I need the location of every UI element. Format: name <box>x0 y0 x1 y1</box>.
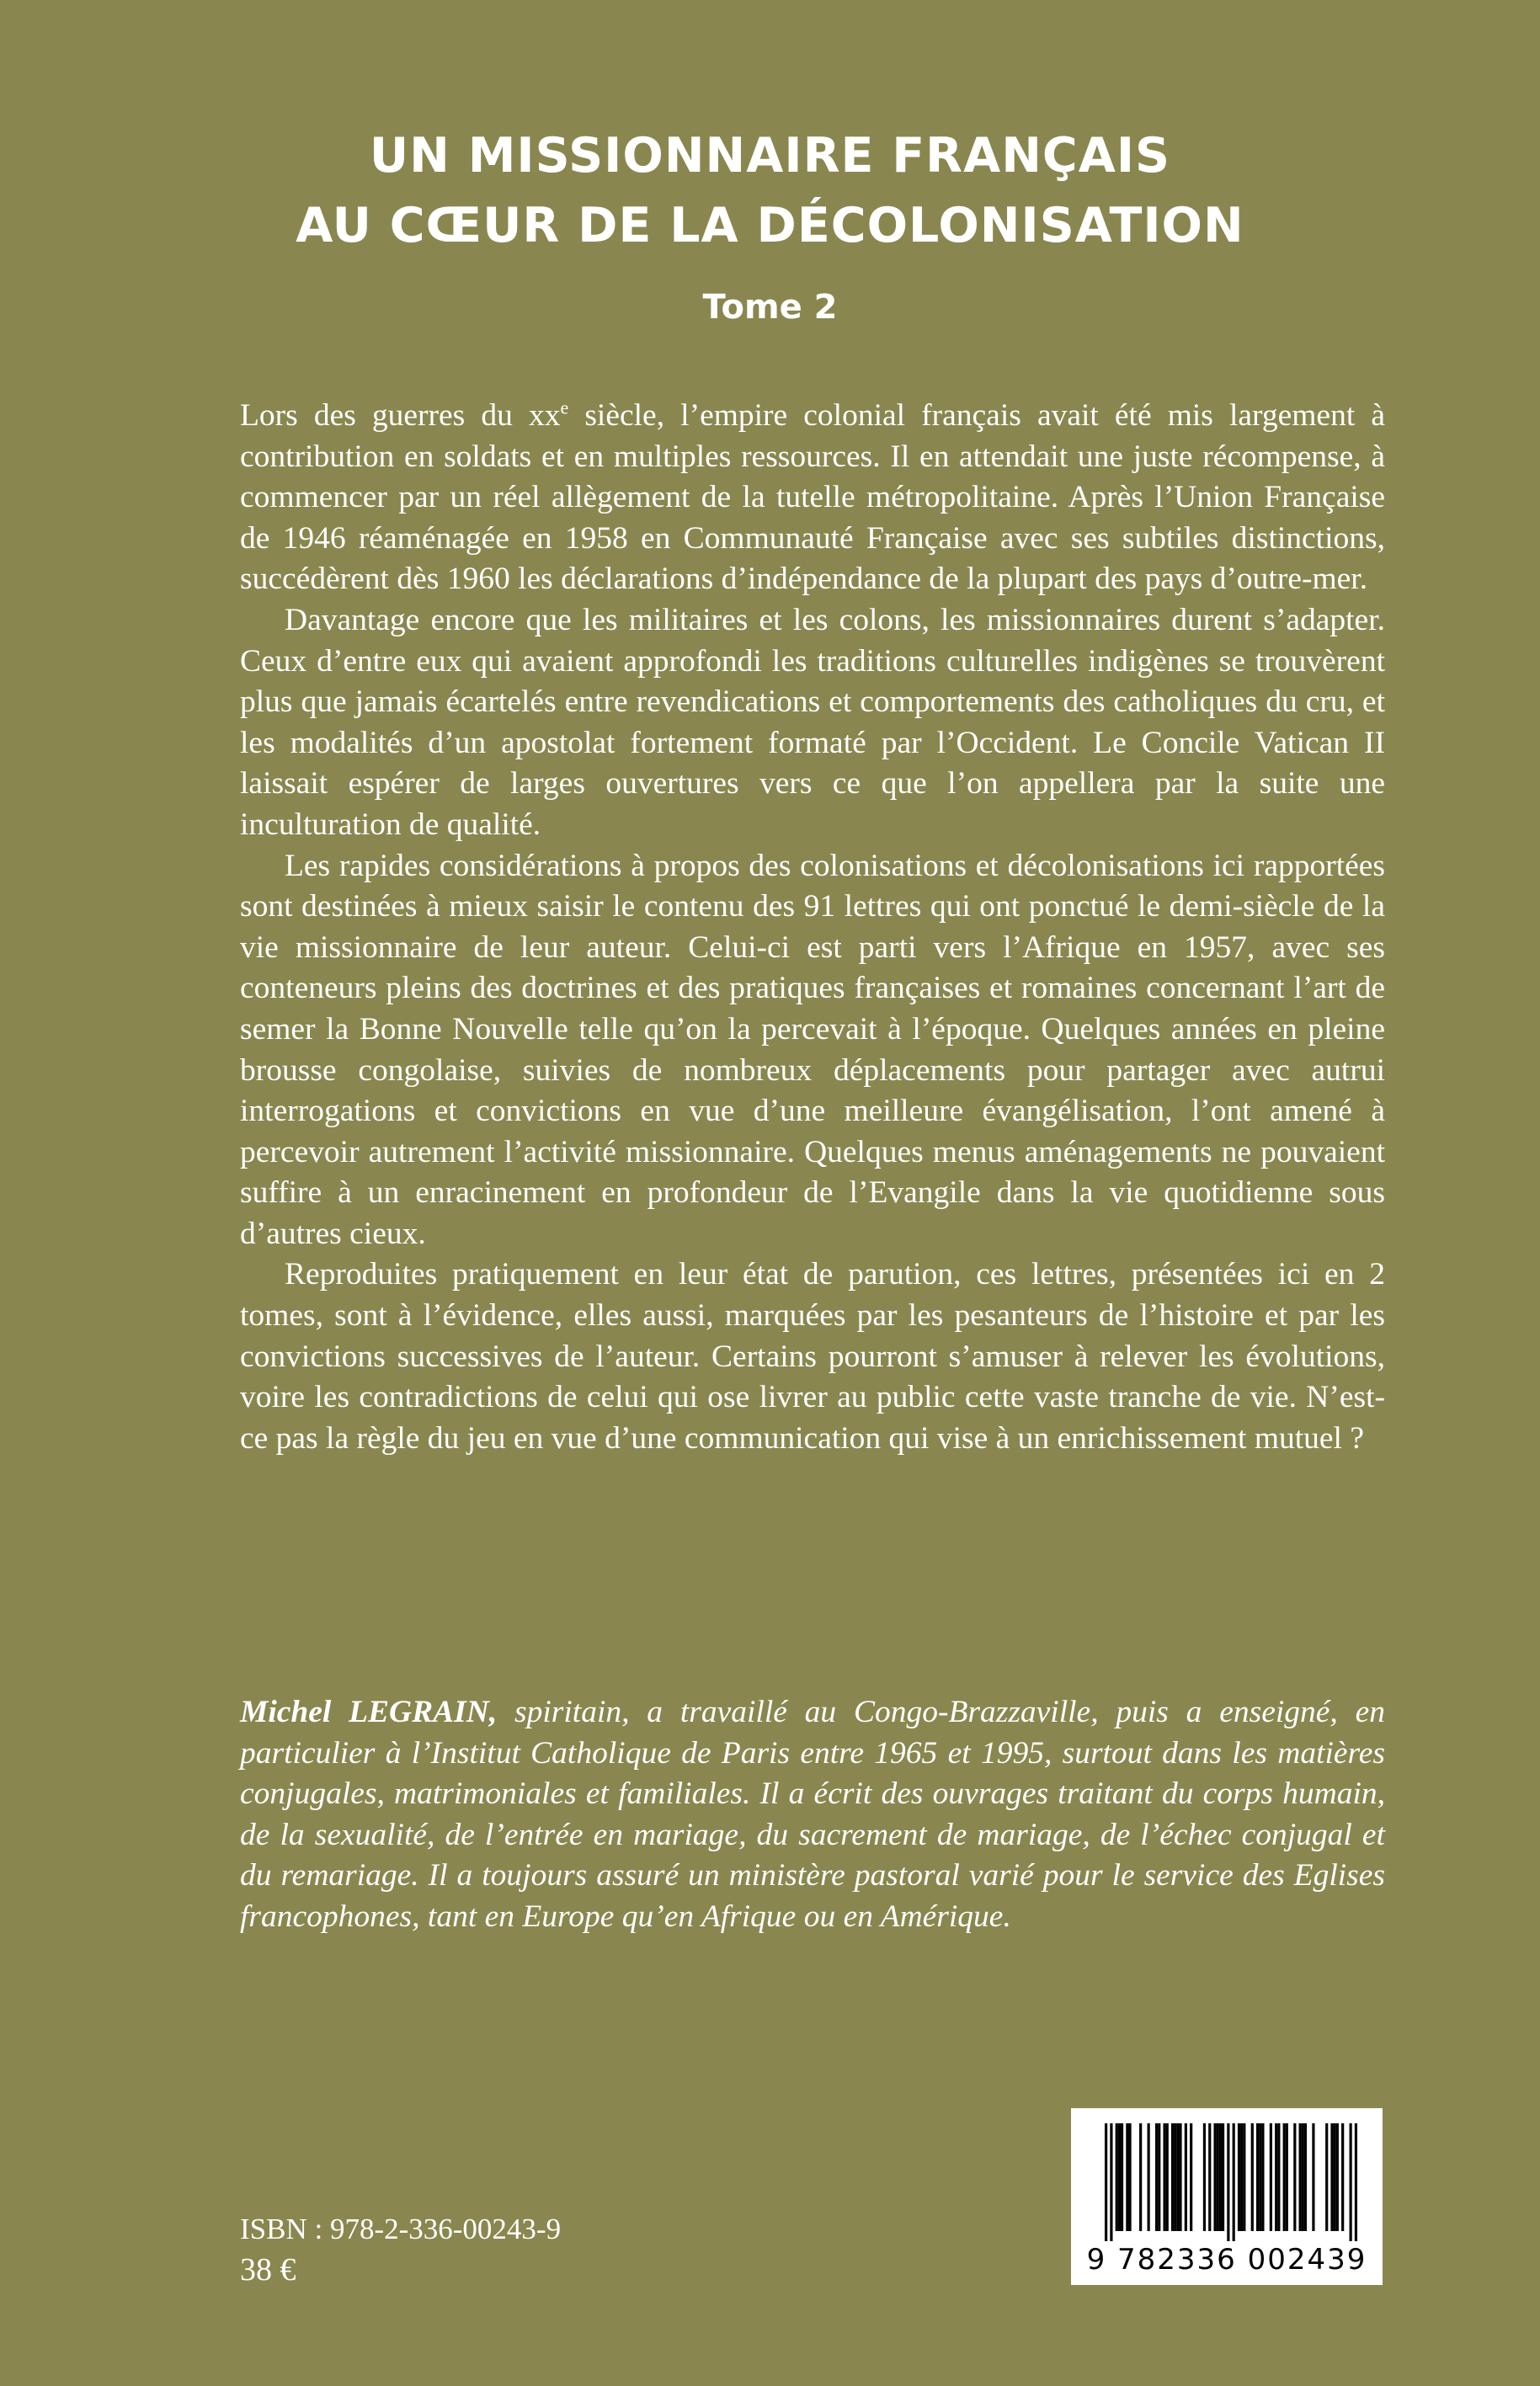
price-label: 38 € <box>240 2252 296 2287</box>
barcode-bar <box>1185 2123 1187 2231</box>
barcode-bar <box>1243 2123 1245 2231</box>
barcode-bar <box>1219 2123 1222 2231</box>
barcode-bar <box>1259 2123 1261 2231</box>
barcode-bar <box>1312 2123 1314 2231</box>
barcode-bars <box>1105 2123 1357 2241</box>
barcode-bar <box>1238 2123 1240 2231</box>
barcode-bar <box>1166 2123 1169 2231</box>
barcode-bar <box>1256 2123 1259 2231</box>
isbn-label: ISBN : 978-2-336-00243-9 <box>240 2213 562 2245</box>
barcode-bar <box>1139 2123 1142 2231</box>
title-line-2: AU CŒUR DE LA DÉCOLONISATION <box>296 198 1244 253</box>
barcode-bar <box>1179 2123 1181 2231</box>
barcode-bar <box>1350 2123 1352 2241</box>
barcode-bar <box>1158 2123 1160 2231</box>
title-line-1: UN MISSIONNAIRE FRANÇAIS <box>369 128 1171 184</box>
barcode-bar <box>1128 2123 1131 2231</box>
barcode-bar <box>1126 2123 1128 2231</box>
barcode-bar <box>1190 2123 1192 2231</box>
barcode-bar <box>1261 2123 1264 2231</box>
barcode-bar <box>1270 2123 1272 2231</box>
barcode-bar <box>1163 2123 1165 2231</box>
barcode-bar <box>1286 2123 1288 2231</box>
barcode-bar <box>1213 2123 1216 2231</box>
barcode-bar <box>1227 2123 1229 2241</box>
barcode-bar <box>1148 2123 1150 2231</box>
barcode-bar <box>1302 2123 1304 2231</box>
barcode-bar <box>1208 2123 1211 2231</box>
barcode-bar <box>1233 2123 1235 2241</box>
barcode-bar <box>1116 2123 1118 2231</box>
barcode-bar <box>1118 2123 1121 2231</box>
barcode-bar <box>1330 2123 1333 2231</box>
barcode-bar <box>1336 2123 1339 2231</box>
author-bio <box>240 1692 1385 1938</box>
barcode-bar <box>1283 2123 1286 2231</box>
blurb-paragraph-3: Les rapides considérations à propos des colonisations et décolonisations ici rapportées sont destinées à mieux saisir le contenu des 91 lettres qui ont ponctué le demi-siècle de la vie missionnaire de leur auteur. Celui-ci est parti vers l’Afrique en 1957, avec ses conteneurs pleins des doctrines et des pratiques françaises et romaines concernant l’art de semer la Bonne Nouvelle telle qu’on la percevait à l’époque. Quelques années en pleine brousse congolaise, suivies de nombreux déplacements pour partager avec autrui interrogations et convictions en vue d’une meilleure évangélisation, l’ont amené à percevoir autrement l’activité missionnaire. Quelques menus aménagements ne pouvaient suffire à un enracinement en profondeur de l’Evangile dans la vie quotidienne sous d’autres cieux. <box>240 848 1385 1251</box>
barcode-bar <box>1277 2123 1280 2231</box>
barcode-bar <box>1275 2123 1277 2231</box>
century-superscript: e <box>560 397 569 418</box>
barcode-bar <box>1203 2123 1206 2231</box>
barcode-bar <box>1355 2123 1357 2241</box>
blurb-p1-rest: siècle, l’empire colonial français avait été mis largement à contribution en soldats et en multiples ressources. Il en attendait une juste récompense, à commencer par un réel allègement de la tutelle métropolitaine. Après l’Union Française de 1946 réaménagée en 1958 en Communauté Française avec ses subtiles distinctions, succédèrent dès 1960 les déclarations d’indépendance de la plupart des pays d’outre-mer. <box>240 398 1385 597</box>
blurb-paragraph-2: Davantage encore que les militaires et les colons, les missionnaires durent s’adapter. Ceux d’entre eux qui avaient approfondi les traditions culturelles indigènes se trouvèrent plus que jamais écartelés entre revendications et comportements des catholiques du cru, et les modalités d’un apostolat fortement formaté par l’Occident. Le Concile Vatican II laissait espérer de larges ouvertures vers ce que l’on appellera par la suite une inculturation de qualité. <box>240 602 1385 842</box>
barcode-bar <box>1105 2123 1107 2241</box>
barcode-digits: 9 782336 002439 <box>1086 2243 1367 2277</box>
barcode-bar <box>1299 2123 1302 2231</box>
author-name: Michel LEGRAIN, <box>240 1695 498 1729</box>
barcode-bar <box>1222 2123 1224 2231</box>
barcode-bar <box>1334 2123 1336 2231</box>
blurb-text <box>240 396 1385 1459</box>
barcode-bar <box>1121 2123 1123 2231</box>
blurb-paragraph-1 <box>240 396 1385 600</box>
barcode-bar <box>1304 2123 1307 2231</box>
barcode <box>1071 2108 1383 2285</box>
blurb-paragraph-4: Reproduites pratiquement en leur état de parution, ces lettres, présentées ici en 2 tomes, sont à l’évidence, elles aussi, marquées par les pesanteurs de l’histoire et par les convictions successives de l’auteur. Certains pourront s’amuser à relever les évolutions, voire les contradictions de celui qui ose livrer au public cette vaste tranche de vie. N’est-ce pas la règle du jeu en vue d’une communication qui vise à un enrichissement mutuel ? <box>240 1257 1385 1456</box>
barcode-bar <box>1155 2123 1158 2231</box>
barcode-bar <box>1176 2123 1179 2231</box>
barcode-bar <box>1110 2123 1112 2241</box>
barcode-bar <box>1341 2123 1344 2231</box>
barcode-bar <box>1293 2123 1296 2231</box>
blurb-p1-start: Lors des guerres du xx <box>240 398 561 433</box>
barcode-bar <box>1174 2123 1176 2231</box>
barcode-bar <box>1325 2123 1328 2231</box>
author-bio-text: spiritain, a travaillé au Congo-Brazzaville, puis a enseigné, en particulier à l’Institut Catholique de Paris entre 1965 et 1995, surtout dans les matières conjugales, matrimoniales et familiales. Il a écrit des ouvrages traitant du corps humain, de la sexualité, de l’entrée en mariage, du sacrement de mariage, de l’échec conjugal et du remariage. Il a toujours assuré un ministère pastoral varié pour le service des Eglises francophones, tant en Europe qu’en Afrique ou en Amérique. <box>240 1695 1385 1934</box>
barcode-bar <box>1251 2123 1254 2231</box>
barcode-bar <box>1240 2123 1243 2231</box>
barcode-bar <box>1217 2123 1219 2231</box>
barcode-bar <box>1171 2123 1174 2231</box>
volume-subtitle: Tome 2 <box>702 288 838 327</box>
